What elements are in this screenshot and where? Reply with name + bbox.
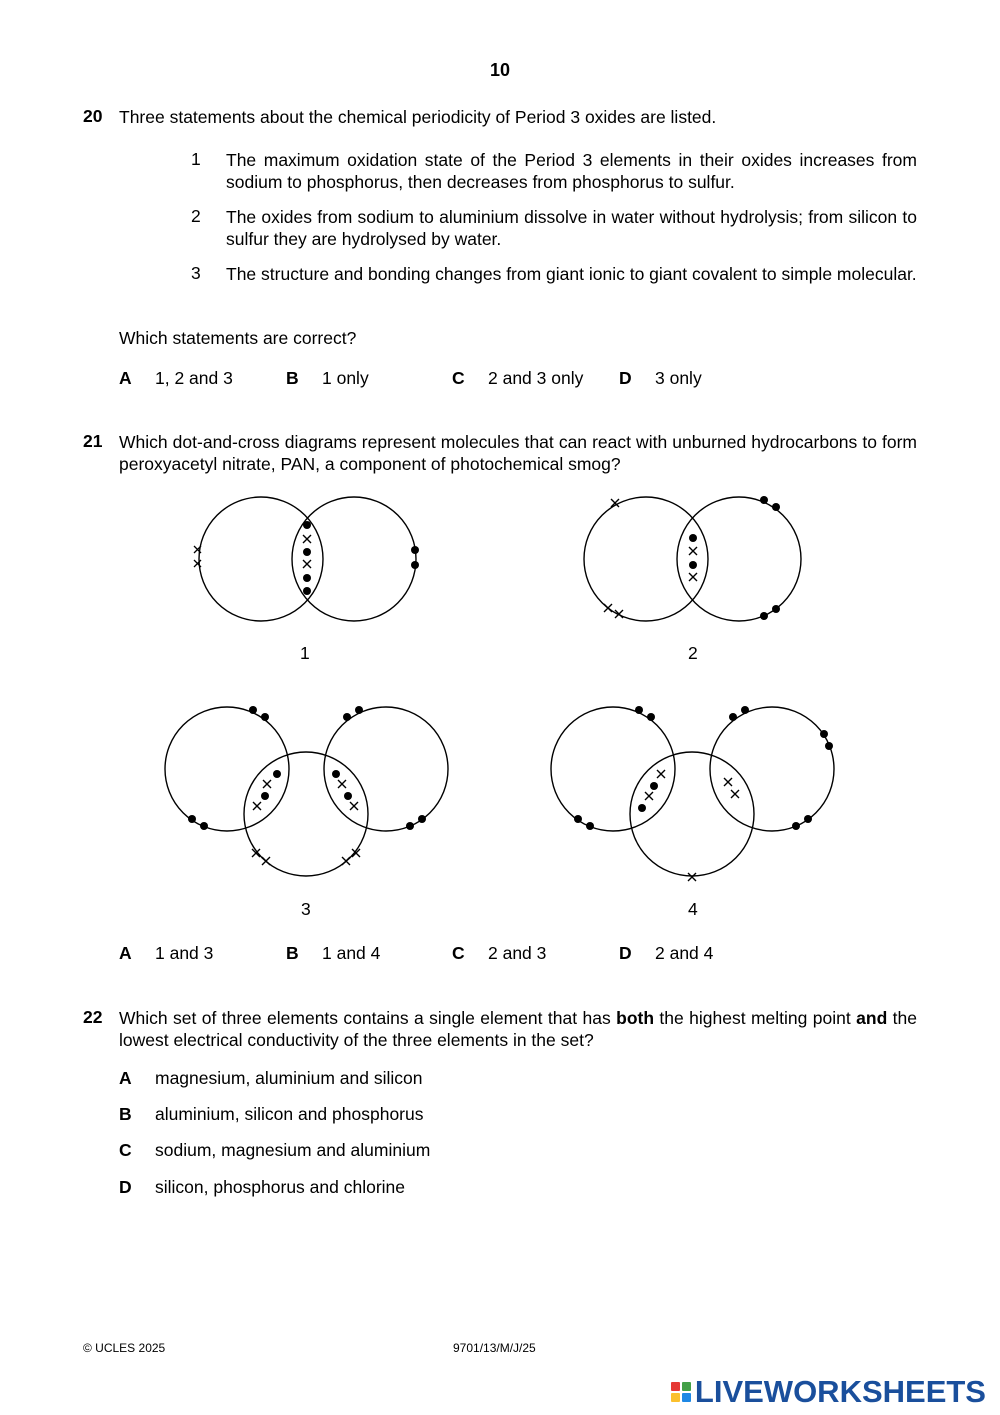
diagram-2-label: 2: [688, 643, 698, 663]
option-letter: B: [286, 943, 299, 963]
atom-circle: [324, 707, 448, 831]
lone-pair-crosses: [688, 873, 696, 881]
diagram-2: [570, 488, 815, 633]
question-20-stem: Three statements about the chemical periodicity of Period 3 oxides are listed.: [119, 107, 717, 127]
option-letter: C: [452, 368, 465, 388]
q21-option-b[interactable]: [286, 943, 381, 964]
q21-option-a[interactable]: [119, 943, 214, 964]
option-letter: D: [119, 1177, 132, 1197]
footer-copyright: © UCLES 2025: [83, 1341, 166, 1355]
liveworksheets-text: LIVEWORKSHEETS: [694, 1374, 986, 1409]
question-20-prompt: Which statements are correct?: [119, 328, 357, 348]
q21-option-d[interactable]: [619, 943, 714, 964]
lone-pair-crosses: [604, 499, 623, 618]
option-text: 2 and 3: [488, 943, 547, 963]
option-text: 2 and 4: [655, 943, 714, 963]
stem-text: Which set of three elements contains a single element that has: [119, 1008, 617, 1028]
option-letter: B: [286, 368, 299, 388]
statement-number: 3: [191, 263, 201, 283]
option-letter: B: [119, 1104, 132, 1124]
liveworksheets-icon: [671, 1382, 691, 1402]
atom-circle: [710, 707, 834, 831]
question-21-number: 21: [83, 431, 103, 451]
lone-pair-crosses: [252, 849, 360, 865]
question-22-number: 22: [83, 1007, 103, 1027]
diagram-4: [540, 698, 845, 883]
option-text: 1 only: [322, 368, 369, 388]
question-21-stem: Which dot-and-cross diagrams represent molecules that can react with unburned hydrocarbons to form peroxyacetyl nitrate, PAN, a component of photochemical smog?: [119, 432, 917, 474]
q20-option-a[interactable]: [119, 368, 233, 389]
diagram-3-label: 3: [301, 899, 311, 919]
statement-text: The maximum oxidation state of the Period 3 elements in their oxides increases from sodium to phosphorus, then decreases from phosphorus to sulfur.: [226, 150, 917, 192]
liveworksheets-logo: [671, 1374, 986, 1410]
option-text: 1 and 3: [155, 943, 214, 963]
statement-number: 2: [191, 206, 201, 226]
lone-pair-dots: [760, 496, 780, 620]
stem-emphasis: and: [856, 1008, 888, 1028]
option-letter: A: [119, 368, 132, 388]
atom-circle: [551, 707, 675, 831]
option-letter: C: [452, 943, 465, 963]
question-20-number: 20: [83, 106, 103, 126]
footer-paper-code: 9701/13/M/J/25: [453, 1341, 536, 1355]
option-letter: A: [119, 1068, 132, 1088]
statement-text: The structure and bonding changes from giant ionic to giant covalent to simple molecular.: [226, 264, 917, 284]
diagram-1: [180, 488, 440, 633]
question-22-stem: [119, 1007, 917, 1051]
atom-circle: [630, 752, 754, 876]
option-letter: D: [619, 943, 632, 963]
option-text: aluminium, silicon and phosphorus: [155, 1104, 424, 1124]
page-number: 10: [489, 60, 511, 80]
option-text: 1 and 4: [322, 943, 381, 963]
atom-circle: [677, 497, 801, 621]
atom-circle: [199, 497, 323, 621]
lone-pair-dots: [188, 706, 426, 830]
bonding-pairs: [638, 770, 739, 812]
lone-pair-dots: [411, 546, 419, 569]
diagram-4-label: 4: [688, 899, 698, 919]
bonding-pairs: [253, 770, 358, 810]
lone-pair-dots: [574, 706, 833, 830]
option-text: magnesium, aluminium and silicon: [155, 1068, 423, 1088]
option-text: sodium, magnesium and aluminium: [155, 1140, 431, 1160]
stem-text: the highest melting point: [654, 1008, 857, 1028]
option-text: 2 and 3 only: [488, 368, 584, 388]
option-letter: C: [119, 1140, 132, 1160]
bonding-pairs: [303, 521, 311, 595]
atom-circle: [292, 497, 416, 621]
stem-text: the lowest electrical conductivity of the three elements in the set?: [119, 1008, 917, 1050]
statement-text: The oxides from sodium to aluminium dissolve in water without hydrolysis; from silicon to sulfur they are hydrolysed by water.: [226, 207, 917, 249]
q20-option-d[interactable]: [619, 368, 702, 389]
option-text: 3 only: [655, 368, 702, 388]
q22-option-a[interactable]: [119, 1068, 423, 1089]
q20-option-c[interactable]: [452, 368, 584, 389]
diagram-3: [155, 698, 460, 883]
stem-emphasis: both: [616, 1008, 655, 1028]
statement-number: 1: [191, 149, 201, 169]
q22-option-b[interactable]: [119, 1104, 424, 1125]
bonding-pairs: [689, 534, 697, 581]
atom-circle: [165, 707, 289, 831]
option-text: 1, 2 and 3: [155, 368, 233, 388]
q22-option-d[interactable]: [119, 1177, 406, 1198]
option-text: silicon, phosphorus and chlorine: [155, 1177, 406, 1197]
atom-circle: [584, 497, 708, 621]
option-letter: A: [119, 943, 132, 963]
q22-option-c[interactable]: [119, 1140, 431, 1161]
option-letter: D: [619, 368, 632, 388]
q20-option-b[interactable]: [286, 368, 369, 389]
q21-option-c[interactable]: [452, 943, 547, 964]
diagram-1-label: 1: [300, 643, 310, 663]
